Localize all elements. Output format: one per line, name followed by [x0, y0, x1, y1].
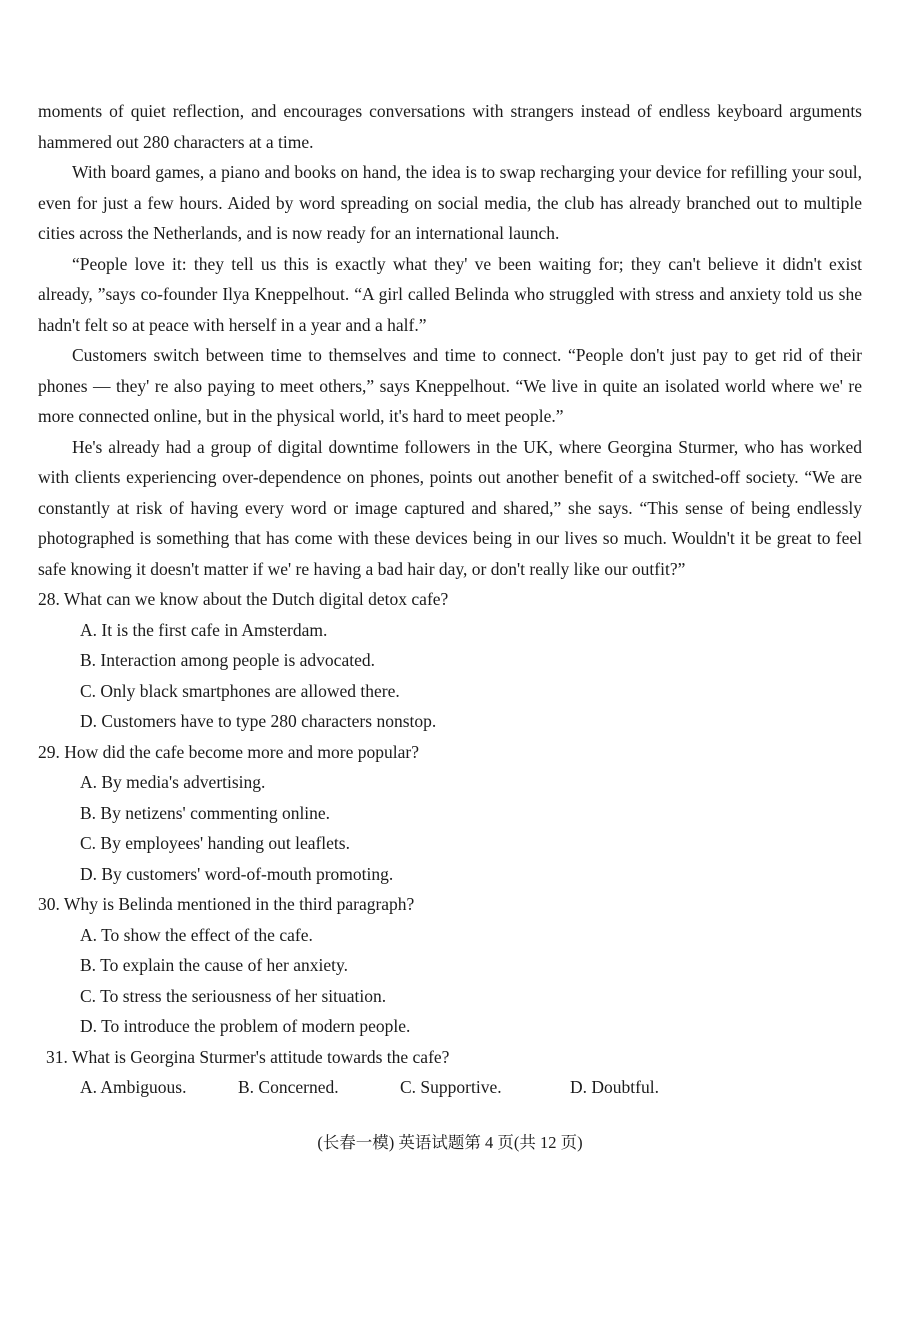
question-option: A. To show the effect of the cafe.: [80, 924, 313, 945]
article-paragraph: Customers switch between time to themselves and time to connect. “People don't just pay to get rid of their phones — they' re also paying to meet others,” says Kneppelhout. “We live in quite an isolated world where we' re more connected online, but in the physical world, it's hard to meet people.”: [38, 345, 862, 426]
question-option: C. Supportive.: [400, 1077, 502, 1097]
question-option: B. To explain the cause of her anxiety.: [80, 955, 348, 975]
question-28: [38, 584, 862, 737]
question-stem: 30. Why is Belinda mentioned in the third paragraph?: [38, 894, 415, 914]
question-30: [38, 889, 862, 1042]
article-paragraph: “People love it: they tell us this is exactly what they' ve been waiting for; they can't believe it didn't exist already, ”says co-founder Ilya Kneppelhout. “A girl called Belinda who struggled with stress and anxiety told us she hadn't felt so at peace with herself in a year and a half.”: [38, 253, 862, 335]
question-option: D. Doubtful.: [570, 1077, 659, 1097]
question-option: B. Concerned.: [238, 1077, 339, 1097]
question-stem: 31. What is Georgina Sturmer's attitude towards the cafe?: [46, 1046, 450, 1067]
question-31: [38, 1042, 862, 1103]
question-option: D. Customers have to type 280 characters nonstop.: [80, 711, 437, 731]
question-option: D. By customers' word-of-mouth promoting.: [80, 863, 394, 884]
question-stem: 29. How did the cafe become more and more popular?: [38, 741, 419, 762]
question-option: C. By employees' handing out leaflets.: [80, 833, 350, 853]
article-paragraph-continuation: moments of quiet reflection, and encourages conversations with strangers instead of endless keyboard arguments hammered out 280 characters at a time.: [38, 101, 862, 152]
article-paragraph: With board games, a piano and books on hand, the idea is to swap recharging your device for refilling your soul, even for just a few hours. Aided by word spreading on social media, the club has already branched out to multiple cities across the Netherlands, and is now ready for an international launch.: [38, 162, 862, 243]
question-option: C. Only black smartphones are allowed there.: [80, 680, 400, 701]
question-options-inline: [38, 1072, 862, 1103]
question-option: D. To introduce the problem of modern people.: [80, 1016, 411, 1036]
article-paragraph: He's already had a group of digital downtime followers in the UK, where Georgina Sturmer, who has worked with clients experiencing over-dependence on phones, points out another benefit of a switched-off society. “We are constantly at risk of having every word or image captured and shared,” she says. “This sense of being endlessly photographed is something that has come with these devices being in our lives so much. Wouldn't it be great to feel safe knowing it doesn't matter if we' re having a bad hair day, or don't really like our outfit?”: [38, 436, 862, 579]
question-option: C. To stress the seriousness of her situation.: [80, 985, 387, 1006]
question-stem: 28. What can we know about the Dutch digital detox cafe?: [38, 589, 449, 609]
question-option: A. It is the first cafe in Amsterdam.: [80, 619, 328, 640]
question-option: A. Ambiguous.: [80, 1077, 187, 1097]
question-option: B. Interaction among people is advocated.: [80, 650, 375, 670]
page-footer: (长春一模) 英语试题第 4 页(共 12 页): [317, 1132, 583, 1152]
question-option: A. By media's advertising.: [80, 772, 266, 792]
question-29: [38, 737, 862, 890]
question-option: B. By netizens' commenting online.: [80, 802, 331, 823]
